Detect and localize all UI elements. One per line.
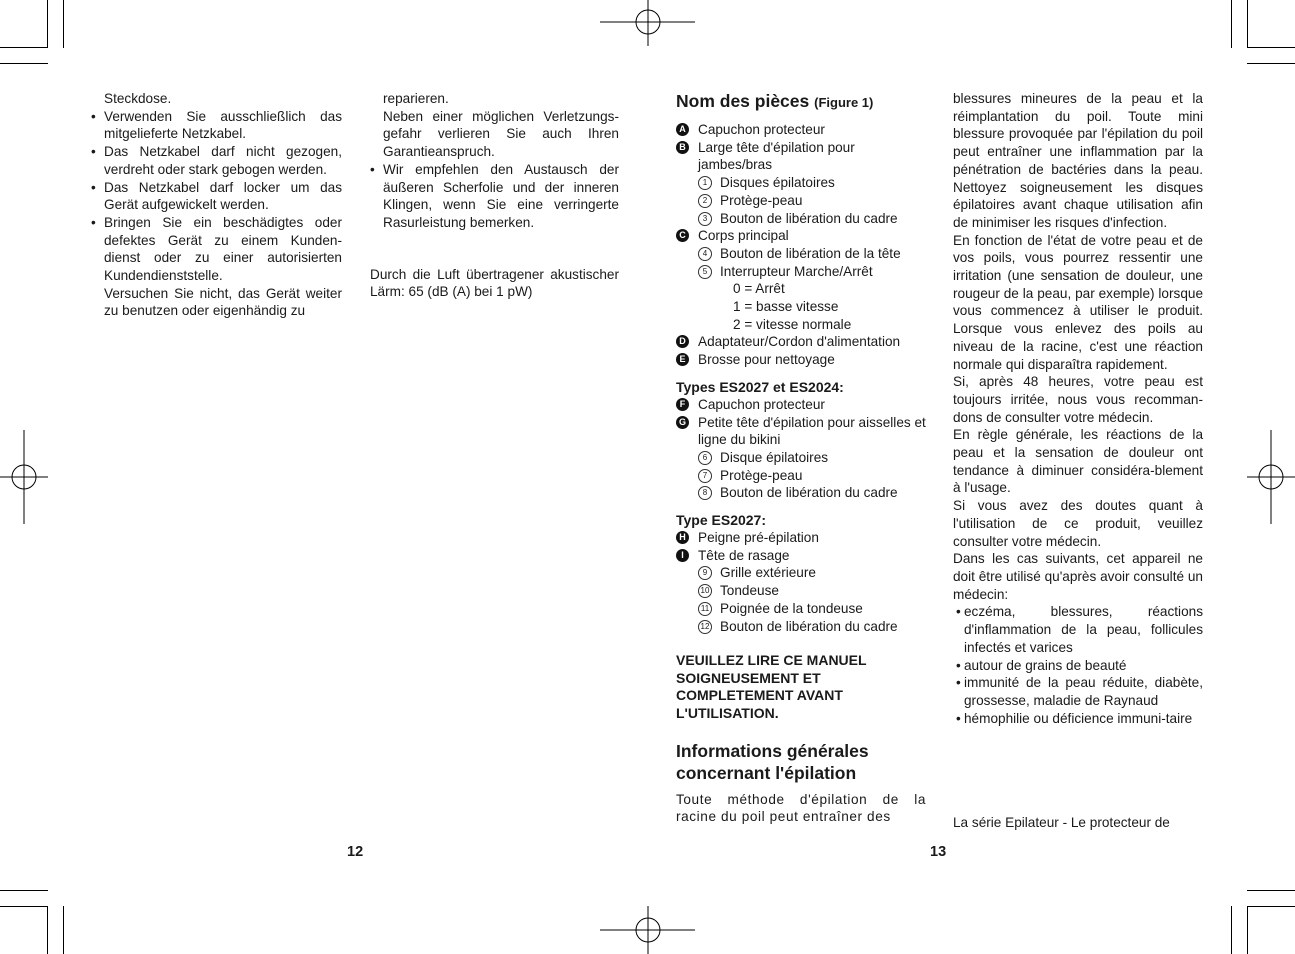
section-text: Toute méthode d'épilation de la racine du poil peut entraîner des xyxy=(676,791,926,825)
paragraph: Si, après 48 heures, votre peau est toujours irritée, nous vous recomman-dons de consulter votre médecin. xyxy=(953,374,1203,425)
continuation-text: reparieren. xyxy=(383,91,449,106)
subsection-heading: Types ES2027 et ES2024: xyxy=(676,378,844,395)
parts-list xyxy=(676,396,926,502)
part-subitem: 3 Bouton de libération du cadre xyxy=(676,210,926,228)
part-number: 6 xyxy=(698,451,712,465)
speed-setting: 2 = vitesse normale xyxy=(733,316,852,332)
left-column-1 xyxy=(88,90,342,320)
part-number: 2 xyxy=(698,194,712,208)
list-item: • Das Netzkabel darf locker um das Gerät aufgewickelt werden. xyxy=(88,179,342,214)
part-item: I Tête de rasage xyxy=(676,547,926,565)
part-marker: D xyxy=(676,335,689,348)
list-item: • Das Netzkabel darf nicht gezogen, verdreht oder stark gebogen werden. xyxy=(88,143,342,178)
list-item: • Verwenden Sie ausschließlich das mitgelieferte Netzkabel. xyxy=(88,108,342,143)
part-number: 5 xyxy=(698,265,712,279)
paragraph: blessures mineures de la peau et la réimplantation du poil. Toute mini blessure provoquée par l'épilation du poil peut entraîner une inflammation par la pénétration de bactéries dans la peau. Nettoyez soigneusement les disques épilatoires avant chaque utilisation afin de minimiser les risques d'infection. xyxy=(953,91,1203,230)
part-number: 4 xyxy=(698,247,712,261)
speed-setting: 1 = basse vitesse xyxy=(733,299,839,315)
part-subitem: 12 Bouton de libération du cadre xyxy=(676,618,926,636)
part-item: H Peigne pré-épilation xyxy=(676,529,926,547)
part-subitem: 11 Poignée de la tondeuse xyxy=(676,600,926,618)
part-item: C Corps principal xyxy=(676,227,926,245)
continuation-text: Steckdose. xyxy=(104,91,172,106)
part-number: 1 xyxy=(698,176,712,190)
section-title: Nom des pièces (Figure 1) xyxy=(676,91,874,111)
paragraph: En règle générale, les réactions de la peau et la sensation de douleur ont tendance à diminuer considéra-blement à l'usage. xyxy=(953,427,1203,496)
part-item: G Petite tête d'épilation pour aisselles et ligne du bikini xyxy=(676,414,926,449)
part-subitem: 2 Protège-peau xyxy=(676,192,926,210)
subsection-heading: Type ES2027: xyxy=(676,512,767,529)
section-title: Informations générales concernant l'épilation xyxy=(676,740,869,783)
page-number-left: 12 xyxy=(347,844,364,860)
continuation-text: Neben einer möglichen Verletzungs-gefahr verlieren Sie auch Ihren Garantieanspruch. xyxy=(383,108,619,160)
part-number: 11 xyxy=(698,602,712,616)
part-marker: C xyxy=(676,229,689,242)
parts-list xyxy=(676,529,926,635)
part-item: B Large tête d'épilation pour jambes/bras xyxy=(676,139,926,174)
part-marker: A xyxy=(676,123,689,136)
part-subitem: 10 Tondeuse xyxy=(676,582,926,600)
list-item: • hémophilie ou déficience immuni-taire xyxy=(953,710,1203,728)
page-number-right: 13 xyxy=(930,844,947,860)
paragraph: Si vous avez des doutes quant à l'utilisation de ce produit, veuillez consulter votre médecin. xyxy=(953,498,1203,549)
part-subitem: 5 Interrupteur Marche/Arrêt xyxy=(676,263,926,281)
part-marker: G xyxy=(676,416,689,429)
part-number: 12 xyxy=(698,620,712,634)
list-item: • immunité de la peau réduite, diabète, grossesse, maladie de Raynaud xyxy=(953,674,1203,709)
part-number: 3 xyxy=(698,212,712,226)
list-item-continuation: Versuchen Sie nicht, das Gerät weiter zu benutzen oder eigenhändig zu xyxy=(104,285,342,319)
part-subitem: 9 Grille extérieure xyxy=(676,564,926,582)
part-item: A Capuchon protecteur xyxy=(676,121,926,139)
left-column-2 xyxy=(367,90,619,301)
speed-setting: 0 = Arrêt xyxy=(733,281,785,297)
part-number: 7 xyxy=(698,469,712,483)
part-number: 10 xyxy=(698,584,712,598)
part-item: D Adaptateur/Cordon d'alimentation xyxy=(676,333,926,351)
part-number: 8 xyxy=(698,486,712,500)
part-marker: B xyxy=(676,141,689,154)
part-subitem: 4 Bouton de libération de la tête xyxy=(676,245,926,263)
list-item: • Bringen Sie ein beschädigtes oder defektes Gerät zu einem Kunden-dienst oder zu einer autorisierten Kundendienststelle. xyxy=(88,214,342,285)
part-marker: E xyxy=(676,353,689,366)
part-subitem: 7 Protège-peau xyxy=(676,467,926,485)
list-item: • Wir empfehlen den Austausch der äußeren Scherfolie und der inneren Klingen, wenn Sie eine verringerte Rasurleistung bemerken. xyxy=(367,161,619,232)
part-subitem: 1 Disques épilatoires xyxy=(676,174,926,192)
part-marker: I xyxy=(676,549,689,562)
list-item: • autour de grains de beauté xyxy=(953,657,1203,675)
list-item: • eczéma, blessures, réactions d'inflammation de la peau, follicules infectés et varices xyxy=(953,603,1203,656)
paragraph: En fonction de l'état de votre peau et de vos poils, vous pourrez ressentir une irritation (une sensation de douleur, une rougeur de la peau, par exemple) lorsque vous commencez à utiliser le produit. Lorsque vous enlevez des poils au niveau de la racine, c'est une réaction normale qui disparaîtra rapidement. xyxy=(953,232,1203,372)
footer-text: La série Epilateur - Le protecteur de xyxy=(953,815,1170,830)
right-column-1 xyxy=(676,90,926,826)
part-item: E Brosse pour nettoyage xyxy=(676,351,926,369)
part-marker: H xyxy=(676,531,689,544)
part-number: 9 xyxy=(698,566,712,580)
paragraph: Dans les cas suivants, cet appareil ne doit être utilisé qu'après avoir consulté un médecin: xyxy=(953,551,1203,602)
part-marker: F xyxy=(676,398,689,411)
part-subitem: 8 Bouton de libération du cadre xyxy=(676,484,926,502)
part-subitem: 6 Disque épilatoires xyxy=(676,449,926,467)
parts-list xyxy=(676,121,926,369)
right-column-2 xyxy=(953,90,1203,830)
warning-notice: VEUILLEZ LIRE CE MANUEL SOIGNEUSEMENT ET COMPLETEMENT AVANT L'UTILISATION. xyxy=(676,652,867,722)
part-item: F Capuchon protecteur xyxy=(676,396,926,414)
noise-statement: Durch die Luft übertragener akustischer Lärm: 65 (dB (A) bei 1 pW) xyxy=(370,266,619,300)
